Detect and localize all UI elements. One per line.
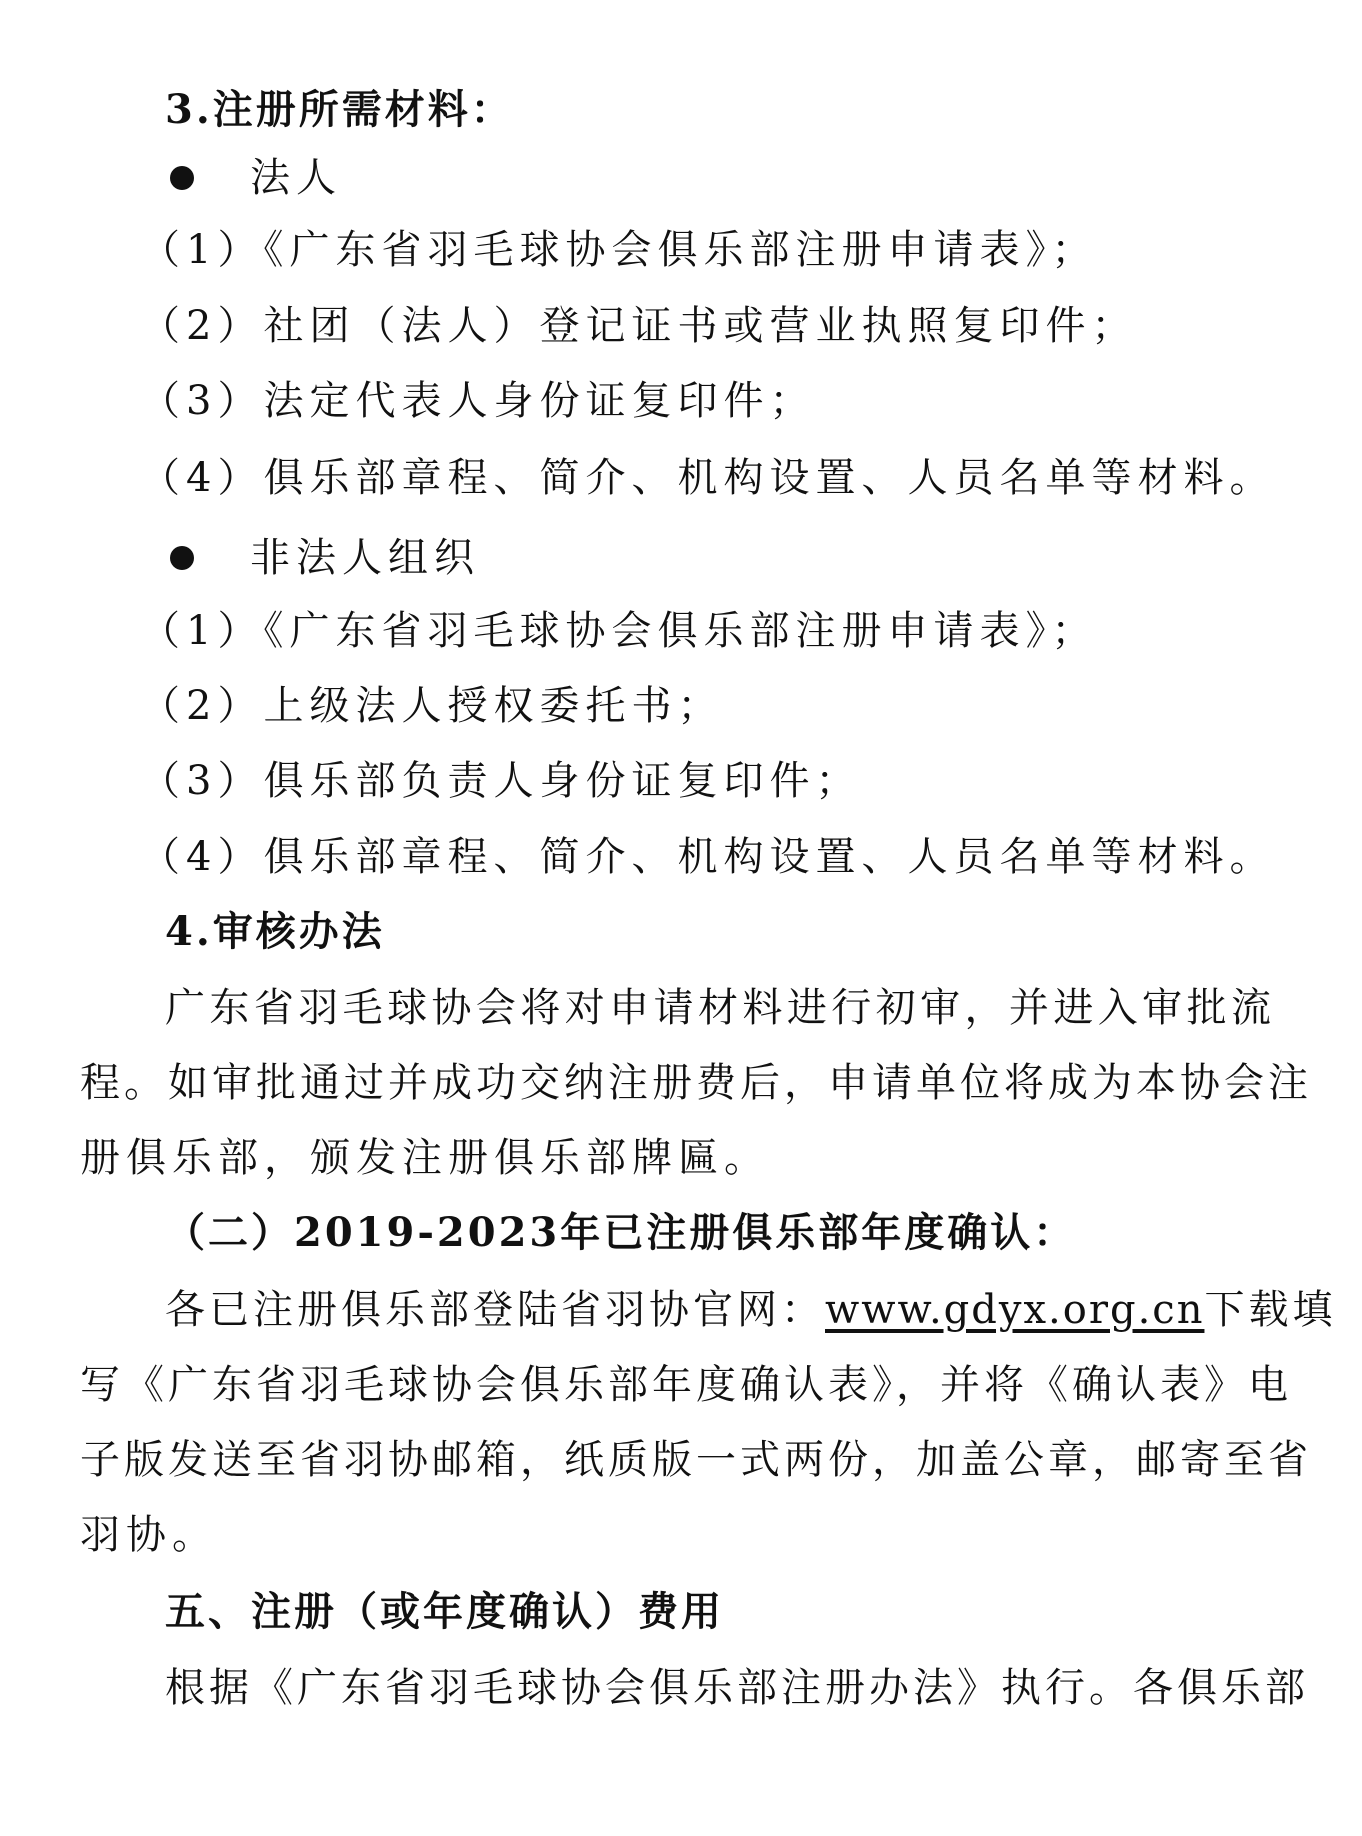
- section-4-heading: 4.审核办法: [165, 908, 385, 955]
- section-4-paragraph-line-2: 程。如审批通过并成功交纳注册费后，申请单位将成为本协会注: [80, 1060, 1312, 1106]
- nonlegal-item-3: （3）俱乐部负责人身份证复印件；: [140, 758, 862, 804]
- section-4-paragraph-line-1: 广东省羽毛球协会将对申请材料进行初审，并进入审批流: [165, 985, 1275, 1031]
- annual-line-1-prefix: 各已注册俱乐部登陆省羽协官网：: [165, 1287, 825, 1333]
- section-5-paragraph-line-1: 根据《广东省羽毛球协会俱乐部注册办法》执行。各俱乐部: [165, 1665, 1309, 1711]
- group-legal-title: 法人: [250, 155, 342, 201]
- annual-line-1-suffix: 下载填: [1204, 1287, 1337, 1333]
- annual-paragraph-line-1: [165, 1282, 1336, 1338]
- legal-item-2: （2）社团（法人）登记证书或营业执照复印件；: [140, 303, 1138, 349]
- group-nonlegal-title: 非法人组织: [250, 535, 480, 581]
- annual-paragraph-line-3: 子版发送至省羽协邮箱，纸质版一式两份，加盖公章，邮寄至省: [80, 1437, 1312, 1483]
- bullet-dot-icon: [170, 546, 194, 570]
- section-5-heading: 五、注册（或年度确认）费用: [165, 1588, 724, 1635]
- annual-confirmation-heading: （二）2019-2023年已注册俱乐部年度确认：: [165, 1209, 1077, 1256]
- legal-item-1: （1）《广东省羽毛球协会俱乐部注册申请表》；: [140, 227, 1098, 273]
- section-4-paragraph-line-3: 册俱乐部，颁发注册俱乐部牌匾。: [80, 1135, 770, 1181]
- annual-paragraph-line-4: 羽协。: [80, 1512, 218, 1558]
- website-link[interactable]: www.gdyx.org.cn: [825, 1287, 1205, 1333]
- nonlegal-item-4: （4）俱乐部章程、简介、机构设置、人员名单等材料。: [140, 834, 1276, 880]
- nonlegal-item-1: （1）《广东省羽毛球协会俱乐部注册申请表》；: [140, 608, 1098, 654]
- nonlegal-item-2: （2）上级法人授权委托书；: [140, 683, 724, 729]
- annual-paragraph-line-2: 写《广东省羽毛球协会俱乐部年度确认表》，并将《确认表》电: [80, 1362, 1292, 1408]
- legal-item-4: （4）俱乐部章程、简介、机构设置、人员名单等材料。: [140, 455, 1276, 501]
- bullet-dot-icon: [170, 166, 194, 190]
- section-3-heading: 3.注册所需材料：: [165, 86, 514, 133]
- legal-item-3: （3）法定代表人身份证复印件；: [140, 378, 816, 424]
